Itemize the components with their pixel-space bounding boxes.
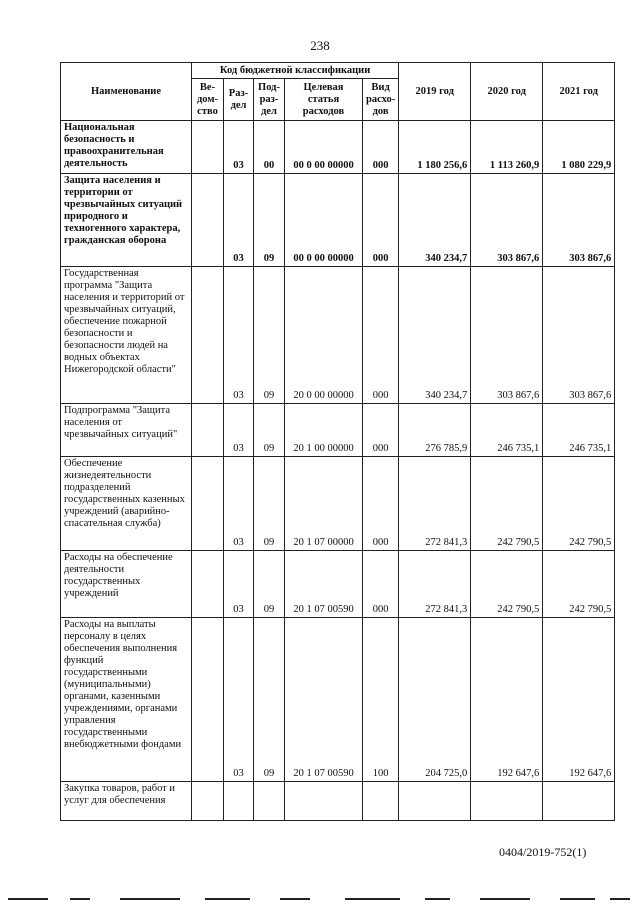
row-2020: 303 867,6 bbox=[471, 174, 543, 267]
row-ved bbox=[192, 782, 224, 821]
row-2021: 192 647,6 bbox=[543, 618, 615, 782]
row-podrazdel: 00 bbox=[254, 121, 285, 174]
row-tselevaya: 20 1 07 00590 bbox=[285, 551, 363, 618]
row-razdel: 03 bbox=[224, 618, 254, 782]
row-tselevaya: 20 0 00 00000 bbox=[285, 267, 363, 404]
row-name: Государственная программа "Защита населения и территорий от чрезвычайных ситуаций, обеспечение пожарной безопасности и безопасности людей на водных объектах Нижегородской области" bbox=[64, 268, 185, 375]
row-podrazdel: 09 bbox=[254, 404, 285, 457]
row-vid: 000 bbox=[363, 551, 399, 618]
row-vid: 000 bbox=[363, 267, 399, 404]
row-2021 bbox=[543, 782, 615, 821]
row-2019: 340 234,7 bbox=[399, 174, 471, 267]
row-ved bbox=[192, 618, 224, 782]
row-2019: 276 785,9 bbox=[399, 404, 471, 457]
row-vid: 000 bbox=[363, 174, 399, 267]
row-tselevaya: 20 1 07 00590 bbox=[285, 618, 363, 782]
header-name: Наименование bbox=[61, 63, 192, 121]
row-name: Закупка товаров, работ и услуг для обеспечения bbox=[64, 783, 176, 806]
table-row bbox=[61, 404, 615, 457]
row-2019: 272 841,3 bbox=[399, 457, 471, 551]
row-2020: 1 113 260,9 bbox=[471, 121, 543, 174]
row-podrazdel: 09 bbox=[254, 457, 285, 551]
table-row bbox=[61, 174, 615, 267]
row-razdel: 03 bbox=[224, 174, 254, 267]
document-code: 0404/2019-752(1) bbox=[499, 845, 587, 859]
table-row bbox=[61, 782, 615, 821]
table-row bbox=[61, 121, 615, 174]
header-razdel: Раз-дел bbox=[224, 79, 254, 121]
row-2020 bbox=[471, 782, 543, 821]
header-tselevaya: Целевая статья расходов bbox=[285, 79, 363, 121]
row-tselevaya: 20 1 00 00000 bbox=[285, 404, 363, 457]
row-vid: 000 bbox=[363, 404, 399, 457]
header-podrazdel: Под-раз-дел bbox=[254, 79, 285, 121]
header-2021: 2021 год bbox=[543, 63, 615, 121]
row-razdel: 03 bbox=[224, 457, 254, 551]
row-2021: 303 867,6 bbox=[543, 174, 615, 267]
header-code-group: Код бюджетной классификации bbox=[192, 63, 399, 79]
row-ved bbox=[192, 174, 224, 267]
header-2019: 2019 год bbox=[399, 63, 471, 121]
row-vid: 000 bbox=[363, 121, 399, 174]
row-name: Обеспечение жизнедеятельности подразделений государственных казенных учреждений (аварийно-спасательная служба) bbox=[64, 458, 185, 529]
row-2019: 204 725,0 bbox=[399, 618, 471, 782]
table-row bbox=[61, 267, 615, 404]
row-2020: 242 790,5 bbox=[471, 457, 543, 551]
row-2019: 340 234,7 bbox=[399, 267, 471, 404]
row-podrazdel: 09 bbox=[254, 618, 285, 782]
row-ved bbox=[192, 267, 224, 404]
row-2021: 242 790,5 bbox=[543, 551, 615, 618]
row-2020: 242 790,5 bbox=[471, 551, 543, 618]
row-vid: 000 bbox=[363, 457, 399, 551]
row-2021: 246 735,1 bbox=[543, 404, 615, 457]
header-2020: 2020 год bbox=[471, 63, 543, 121]
header-vid: Вид расхо-дов bbox=[363, 79, 399, 121]
row-tselevaya: 00 0 00 00000 bbox=[285, 174, 363, 267]
row-razdel bbox=[224, 782, 254, 821]
row-ved bbox=[192, 121, 224, 174]
row-2020: 192 647,6 bbox=[471, 618, 543, 782]
row-tselevaya: 20 1 07 00000 bbox=[285, 457, 363, 551]
row-ved bbox=[192, 551, 224, 618]
row-podrazdel: 09 bbox=[254, 267, 285, 404]
row-2020: 303 867,6 bbox=[471, 267, 543, 404]
table-row bbox=[61, 618, 615, 782]
row-name: Защита населения и территории от чрезвычайных ситуаций природного и техногенного характера, гражданская оборона bbox=[64, 175, 183, 246]
scan-edge-marks bbox=[0, 895, 640, 905]
row-2019: 1 180 256,6 bbox=[399, 121, 471, 174]
row-name: Расходы на выплаты персоналу в целях обеспечения выполнения функций государственными (муниципальными) органами, казенными учреждениями, органами управления государственными внебюджетными фондами bbox=[64, 619, 182, 750]
row-name: Национальная безопасность и правоохранительная деятельность bbox=[64, 122, 164, 169]
row-razdel: 03 bbox=[224, 551, 254, 618]
budget-table bbox=[60, 62, 615, 821]
row-2021: 242 790,5 bbox=[543, 457, 615, 551]
row-vid: 100 bbox=[363, 618, 399, 782]
row-tselevaya: 00 0 00 00000 bbox=[285, 121, 363, 174]
row-2020: 246 735,1 bbox=[471, 404, 543, 457]
row-razdel: 03 bbox=[224, 121, 254, 174]
row-tselevaya bbox=[285, 782, 363, 821]
row-2019 bbox=[399, 782, 471, 821]
row-ved bbox=[192, 457, 224, 551]
row-razdel: 03 bbox=[224, 267, 254, 404]
row-2021: 1 080 229,9 bbox=[543, 121, 615, 174]
row-2021: 303 867,6 bbox=[543, 267, 615, 404]
row-podrazdel: 09 bbox=[254, 551, 285, 618]
row-name: Расходы на обеспечение деятельности государственных учреждений bbox=[64, 552, 173, 599]
page-number: 238 bbox=[310, 38, 330, 53]
header-vedomstvo: Ве-дом-ство bbox=[192, 79, 224, 121]
table-row bbox=[61, 551, 615, 618]
row-podrazdel bbox=[254, 782, 285, 821]
row-razdel: 03 bbox=[224, 404, 254, 457]
row-2019: 272 841,3 bbox=[399, 551, 471, 618]
row-vid bbox=[363, 782, 399, 821]
table-row bbox=[61, 457, 615, 551]
row-name: Подпрограмма "Защита населения от чрезвычайных ситуаций" bbox=[64, 405, 178, 440]
row-podrazdel: 09 bbox=[254, 174, 285, 267]
row-ved bbox=[192, 404, 224, 457]
